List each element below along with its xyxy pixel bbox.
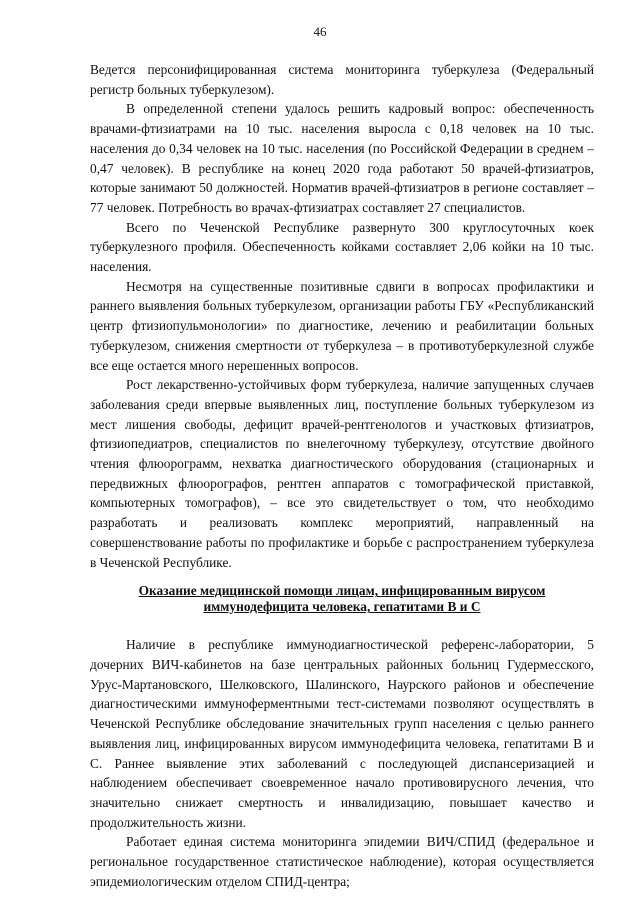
paragraph-hiv-monitoring: Работает единая система мониторинга эпидемии ВИЧ/СПИД (федеральное и региональное государственное статистическое наблюдение), которая осуществляется эпидемиологическим отделом СПИД-центра; bbox=[90, 834, 594, 889]
paragraph-resistant-forms: Рост лекарственно-устойчивых форм туберкулеза, наличие запущенных случаев заболевания среди впервые выявленных лиц, поступление больных туберкулезом из мест лишения свободы, дефицит врачей-рентгенологов и участковых фтизиатров, фтизиопедиатров, специалистов по внелегочному туберкулезу, отсутствие двойного чтения флюорограмм, нехватка диагностического оборудования (стационарных и передвижных флюорографов, рентген аппаратов с томографической приставкой, компьютерных томографов), – все это свидетельствует о том, что необходимо разработать и реализовать комплекс мероприятий, направленный на совершенствование работы по профилактике и борьбе с распространением туберкулеза в Чеченской Республике. bbox=[90, 377, 594, 570]
paragraph-registry: Ведется персонифицированная система мониторинга туберкулеза (Федеральный регистр больных туберкулезом). bbox=[90, 62, 594, 97]
page-number: 46 bbox=[313, 24, 327, 39]
paragraph-staffing: В определенной степени удалось решить кадровый вопрос: обеспеченность врачами-фтизиатрами на 10 тыс. населения выросла с 0,18 человек на 10 тыс. населения до 0,34 человек на 10 тыс. населения (по Российской Федерации в среднем – 0,47 человек). В республике на конец 2020 года работают 50 врачей-фтизиатров, которые занимают 50 должностей. Норматив врачей-фтизиатров в регионе составляет – 77 человек. Потребность во врачах-фтизиатрах составляет 27 специалистов. bbox=[90, 101, 594, 215]
paragraph-unresolved-issues: Несмотря на существенные позитивные сдвиги в вопросах профилактики и раннего выявления больных туберкулезом, организации работы ГБУ «Республиканский центр фтизиопульмонологии» по диагностике, лечению и реабилитации больных туберкулезом, снижения смертности от туберкулеза – в противотуберкулезной службе все еще остается много нерешенных вопросов. bbox=[90, 278, 594, 373]
paragraph-beds: Всего по Чеченской Республике развернуто 300 круглосуточных коек туберкулезного профиля. Обеспеченность койками составляет 2,06 койки на 10 тыс. населения. bbox=[90, 219, 594, 275]
page-body bbox=[90, 60, 594, 891]
section-title: Оказание медицинской помощи лицам, инфицированным вирусом иммунодефицита человека, гепатитами В и С bbox=[138, 583, 546, 615]
paragraph-hiv-diagnostics: Наличие в республике иммунодиагностической референс-лаборатории, 5 дочерних ВИЧ-кабинетов на базе центральных районных больниц Гудермесского, Урус-Мартановского, Шелковского, Шалинского, Наурского районов и обеспечение диагностическими иммуноферментными тест-системами позволяют осуществлять в Чеченской Республике обследование значительных групп населения с целью раннего выявления лиц, инфицированных вирусом иммунодефицита человека, гепатитами В и С. Раннее выявление этих заболеваний с последующей диспансеризацией и наблюдением обеспечивает своевременное начало противовирусного лечения, что значительно снижает смертность и инвалидизацию, повышает качество и продолжительность жизни. bbox=[90, 637, 594, 830]
